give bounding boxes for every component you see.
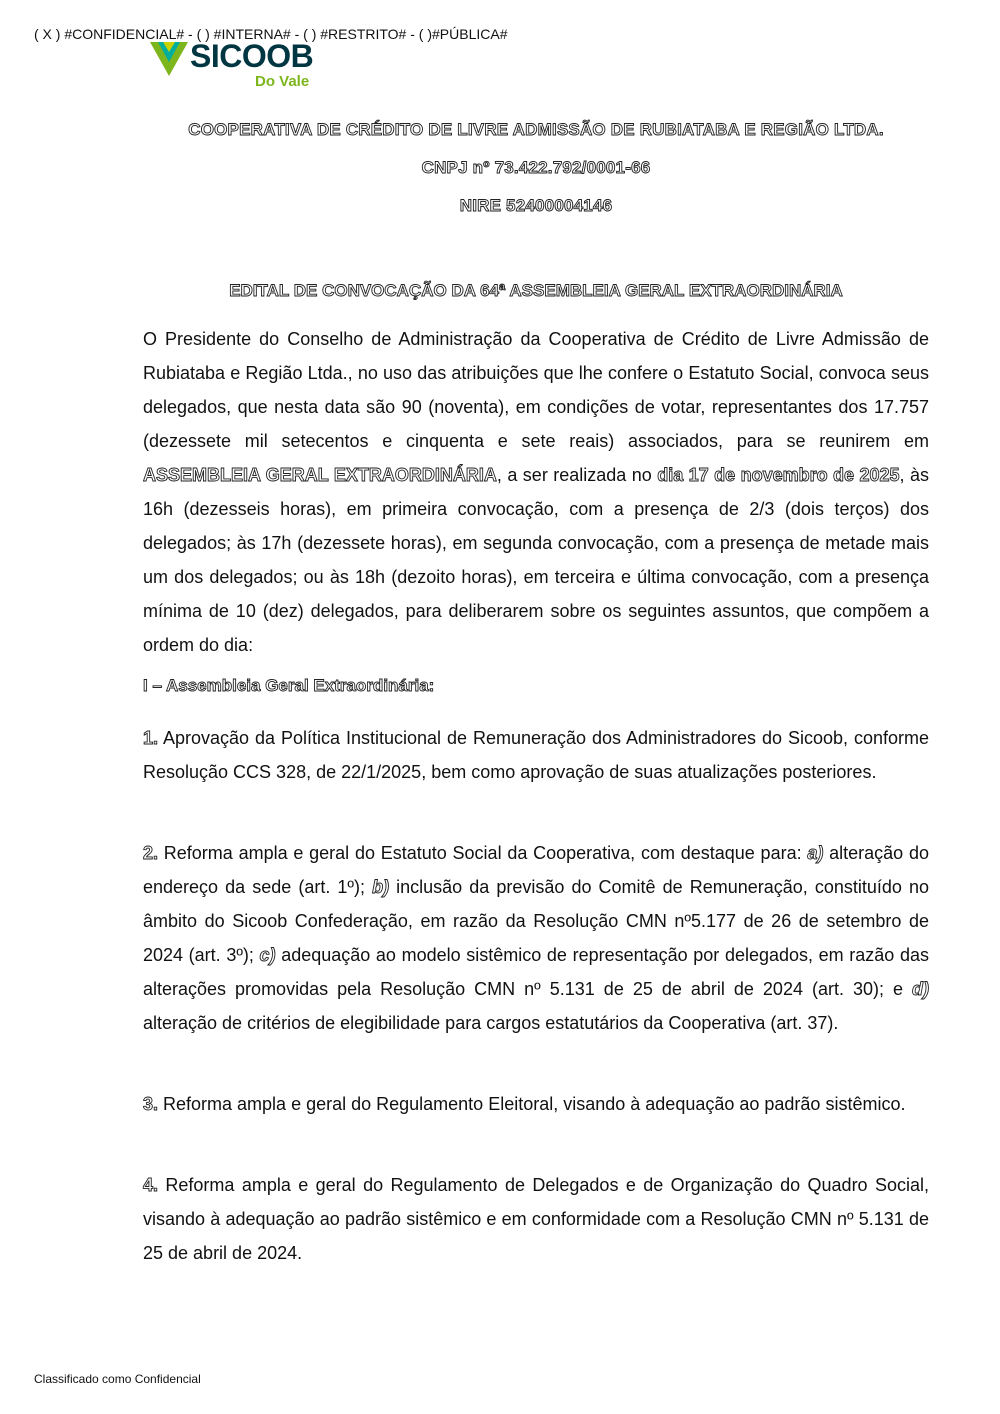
item-2-letter-b: b) [372,877,390,897]
item-3-text: Reforma ampla e geral do Regulamento Eleitoral, visando à adequação ao padrão sistêmico. [158,1094,906,1114]
item-3-number: 3. [143,1094,159,1114]
item-2-text-c: inclusão da previsão do Comitê de Remuneração, constituído no âmbito do Sicoob Confederação, em razão da Resolução CMN nº5.177 de 26 de setembro de 2024 (art. 3º); [143,877,930,965]
item-2-letter-a: a) [807,843,824,863]
logo-subtitle: Do Vale [255,73,310,90]
item-2-text-e: alteração de critérios de elegibilidade para cargos estatutários da Cooperativa (art. 37). [143,1013,839,1033]
intro-text-3: , às 16h (dezesseis horas), em primeira convocação, com a presença de 2/3 (dois terços) dos delegados; às 17h (dezessete horas), em segunda convocação, com a presença de metade mais um dos delegados; ou às 18h (dezoito horas), em terceira e última convocação, com a presença mínima de 10 (dez) delegados, para deliberarem sobre os seguintes assuntos, que compõem a ordem do dia: [143,465,929,655]
nire-line: NIRE 52400004146 [459,196,613,215]
item-2-text-a: Reforma ampla e geral do Estatuto Social da Cooperativa, com destaque para: [158,843,808,863]
item-1-text: Aprovação da Política Institucional de Remuneração dos Administradores do Sicoob, conforme Resolução CCS 328, de 22/1/2025, bem como aprovação de suas atualizações posteriores. [143,728,929,782]
intro-highlight-date: dia 17 de novembro de 2025 [657,465,900,485]
item-2-letter-c: c) [259,945,276,965]
item-2-letter-d: d) [912,979,929,999]
item-2-number: 2. [143,843,159,863]
item-4-number: 4. [143,1175,159,1195]
classification-label: ( X ) #CONFIDENCIAL# - ( ) #INTERNA# - ( ) #RESTRITO# - ( )#PÚBLICA# [34,26,508,42]
intro-paragraph [143,322,929,662]
agenda-item-2 [143,836,929,1040]
agenda-item-4 [143,1168,929,1270]
item-1-number: 1. [143,728,159,748]
cooperative-name: COOPERATIVA DE CRÉDITO DE LIVRE ADMISSÃO DE RUBIATABA E REGIÃO LTDA. [188,120,884,139]
document-title: EDITAL DE CONVOCAÇÃO DA 64ª ASSEMBLEIA GERAL EXTRAORDINÁRIA [229,281,843,300]
item-4-text: Reforma ampla e geral do Regulamento de Delegados e de Organização do Quadro Social, visando à adequação ao padrão sistêmico e em conformidade com a Resolução CMN nº 5.131 de 25 de abril de 2024. [143,1175,929,1263]
intro-highlight-assembly: ASSEMBLEIA GERAL EXTRAORDINÁRIA [143,465,497,485]
logo-brand: SICOOB [190,38,314,74]
agenda-item-3 [143,1087,929,1121]
intro-text-1: O Presidente do Conselho de Administração da Cooperativa de Crédito de Livre Admissão de Rubiataba e Região Ltda., no uso das atribuições que lhe confere o Estatuto Social, convoca seus delegados, que nesta data são 90 (noventa), em condições de votar, representantes dos 17.757 (dezessete mil setecentos e cinquenta e sete reais) associados, para se reunirem em [143,329,929,451]
footer-classification: Classificado como Confidencial [34,1372,201,1386]
intro-text-2: , a ser realizada no [496,465,658,485]
cnpj-line: CNPJ nº 73.422.792/0001-66 [421,158,651,177]
sicoob-logo-mark-icon [150,40,188,78]
item-2-text-d: adequação ao modelo sistêmico de representação por delegados, em razão das alterações promovidas pela Resolução CMN nº 5.131 de 25 de abril de 2024 (art. 30); e [143,945,929,999]
section-title: I – Assembleia Geral Extraordinária: [143,676,435,695]
agenda-item-1 [143,721,929,789]
sicoob-logo [150,40,325,95]
item-2-text-b: alteração do endereço da sede (art. 1º); [143,843,929,897]
